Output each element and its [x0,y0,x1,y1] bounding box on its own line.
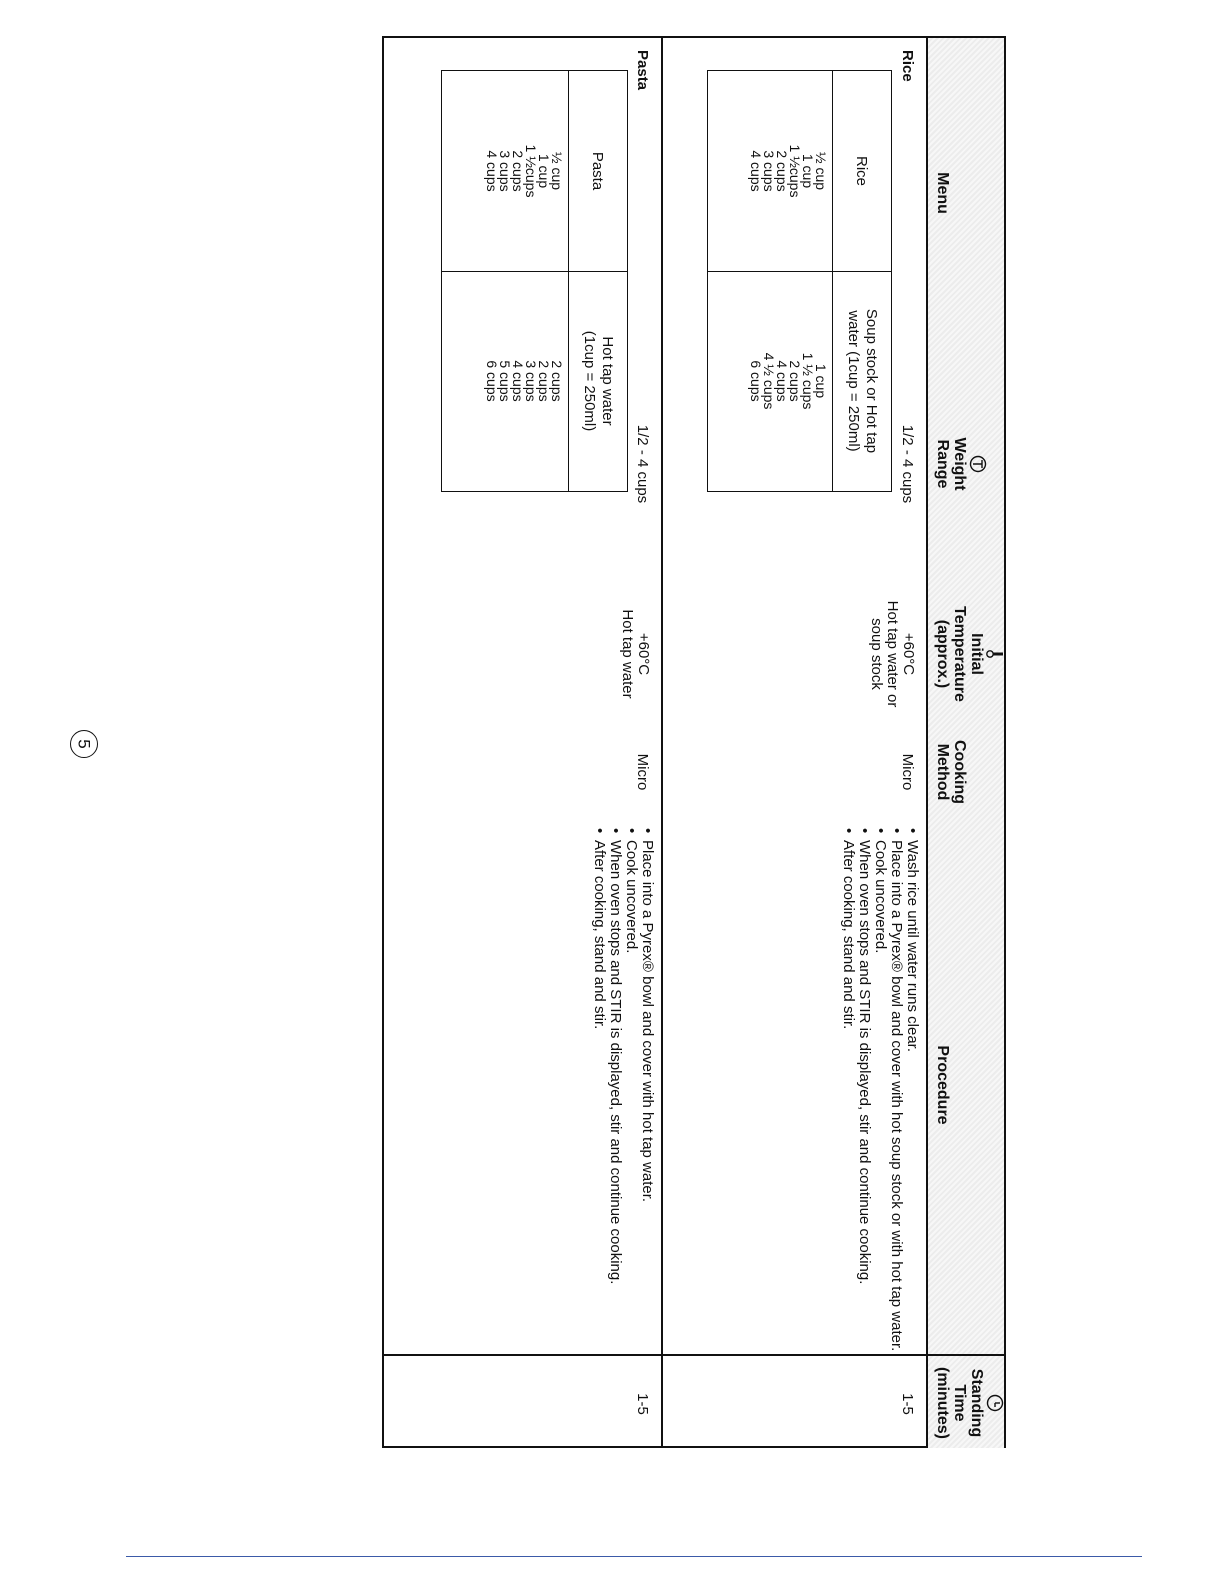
pasta-procedure-step: • Cook uncovered. [623,830,639,1354]
header-temp-line1: Initial [968,633,985,675]
list-item: 5 cups [497,360,513,402]
rice-section [661,38,926,1448]
pasta-liquid-list [485,271,563,491]
rice-initial-temperature [663,580,926,728]
header-standing-time [928,1354,1004,1448]
rice-liquid-sub-table [707,70,892,492]
header-initial-temperature [928,580,1004,728]
header-temp-line2: Temperature [951,606,968,702]
pasta-sub-head-right-line2: (1cup = 250ml) [581,330,598,432]
list-item: 2 cups [549,360,565,402]
list-item: 6 cups [748,360,764,402]
header-weight-range [928,348,1004,580]
pasta-title: Pasta [634,50,651,91]
list-item: 4 cups [774,360,790,402]
list-item: 4 cups [748,150,764,192]
rice-procedure-step: • Cook uncovered. [872,830,888,1354]
rice-temp-note-line2: soup stock [868,618,885,690]
pasta-section [384,38,661,1448]
page-number [70,730,98,758]
rice-procedure-step: • Wash rice until water runs clear. [904,830,920,1354]
list-item: 2 cups [774,150,790,192]
header-procedure [928,816,1004,1354]
rice-procedure [663,816,926,1354]
rice-title: Rice [899,50,916,82]
header-menu-label: Menu [934,172,951,214]
rice-cooking-method: Micro [899,753,916,791]
pasta-standing-cell [384,1354,661,1448]
rice-standing-cell [663,1354,926,1448]
list-item: ½ cup [549,151,565,191]
list-item: 1 ½cups [523,144,539,198]
table-header-row [926,38,1004,1448]
clock-icon [986,1394,1004,1412]
header-temp-line3: (approx.) [934,619,951,689]
header-menu [928,38,1004,348]
list-item: 3 cups [497,150,513,192]
rice-procedure-step: • Place into a Pyrex® bowl and cover with hot soup stock or with hot tap water. [888,830,904,1354]
pasta-sub-head-right-line1: Hot tap water [599,336,616,426]
pasta-standing-time: 1-5 [634,1393,651,1415]
list-item: 3 cups [523,360,539,402]
pasta-temp-note-line1: Hot tap water [619,609,636,699]
rice-procedure-list [840,816,920,1354]
pasta-amount-list [485,71,563,271]
list-item: 1 cup [800,153,816,189]
rice-temp-note-line1: Hot tap water or [884,600,901,708]
list-item: 4 cups [484,150,500,192]
rice-procedure-step: • After cooking, stand and stir. [840,830,856,1354]
list-item: 4 cups [510,360,526,402]
pasta-procedure-step: • Place into a Pyrex® bowl and cover with hot tap water. [639,830,655,1354]
page-rotator [382,36,1006,1448]
rice-standing-time: 1-5 [899,1393,916,1415]
pasta-liquid-sub-table [441,70,628,492]
pasta-procedure-list [591,816,655,1354]
list-item: 2 cups [536,360,552,402]
rice-sub-head-left: Rice [853,155,871,186]
rice-temp-value: +60°C [900,632,917,676]
header-weight-line1: Weight [951,437,968,491]
rice-liquid-list [749,271,827,491]
footer-divider [126,1556,1142,1557]
rice-sub-head-right-line1: Soup stock or Hot tap [863,308,880,454]
list-item: 1 ½cups [787,144,803,198]
header-standing-line3: (minutes) [934,1367,951,1439]
pasta-procedure-step: • After cooking, stand and stir. [591,830,607,1354]
header-cooking-method [928,728,1004,816]
list-item: 1 ½ cups [800,352,816,410]
rice-amount-list [749,71,827,271]
pasta-cooking-method: Micro [634,753,651,791]
rice-sub-head-right-line2: water (1cup = 250ml) [845,310,862,452]
pasta-initial-temperature [384,580,661,728]
pasta-sub-head-right [569,271,627,491]
list-item: 2 cups [510,150,526,192]
header-standing-line1: Standing [968,1368,985,1438]
rice-weight-range: 1/2 - 4 cups [899,424,916,504]
header-standing-line2: Time [951,1384,968,1422]
pasta-procedure [384,816,661,1354]
list-item: 6 cups [484,360,500,402]
page-number-label: 5 [75,739,94,749]
header-method-line1: Cooking [951,740,968,804]
list-item: ½ cup [813,151,829,191]
list-item: 3 cups [761,150,777,192]
header-procedure-label: Procedure [934,1045,951,1125]
rice-procedure-step: • When oven stops and STIR is displayed, stir and continue cooking. [856,830,872,1354]
pasta-sub-head-left: Pasta [589,151,607,191]
cooking-guide-table [382,36,1006,1448]
pasta-procedure-step: • When oven stops and STIR is displayed, stir and continue cooking. [607,830,623,1354]
header-method-line2: Method [934,743,951,801]
list-item: 1 cup [813,363,829,399]
list-item: 2 cups [787,360,803,402]
rice-sub-head-right [833,271,891,491]
pasta-weight-range: 1/2 - 4 cups [634,424,651,504]
weight-symbol-icon [969,455,987,473]
list-item: 4 ½ cups [761,352,777,410]
pasta-temp-value: +60°C [635,632,652,676]
thermometer-icon [986,645,1004,663]
header-weight-line2: Range [934,439,951,489]
list-item: 1 cup [536,153,552,189]
